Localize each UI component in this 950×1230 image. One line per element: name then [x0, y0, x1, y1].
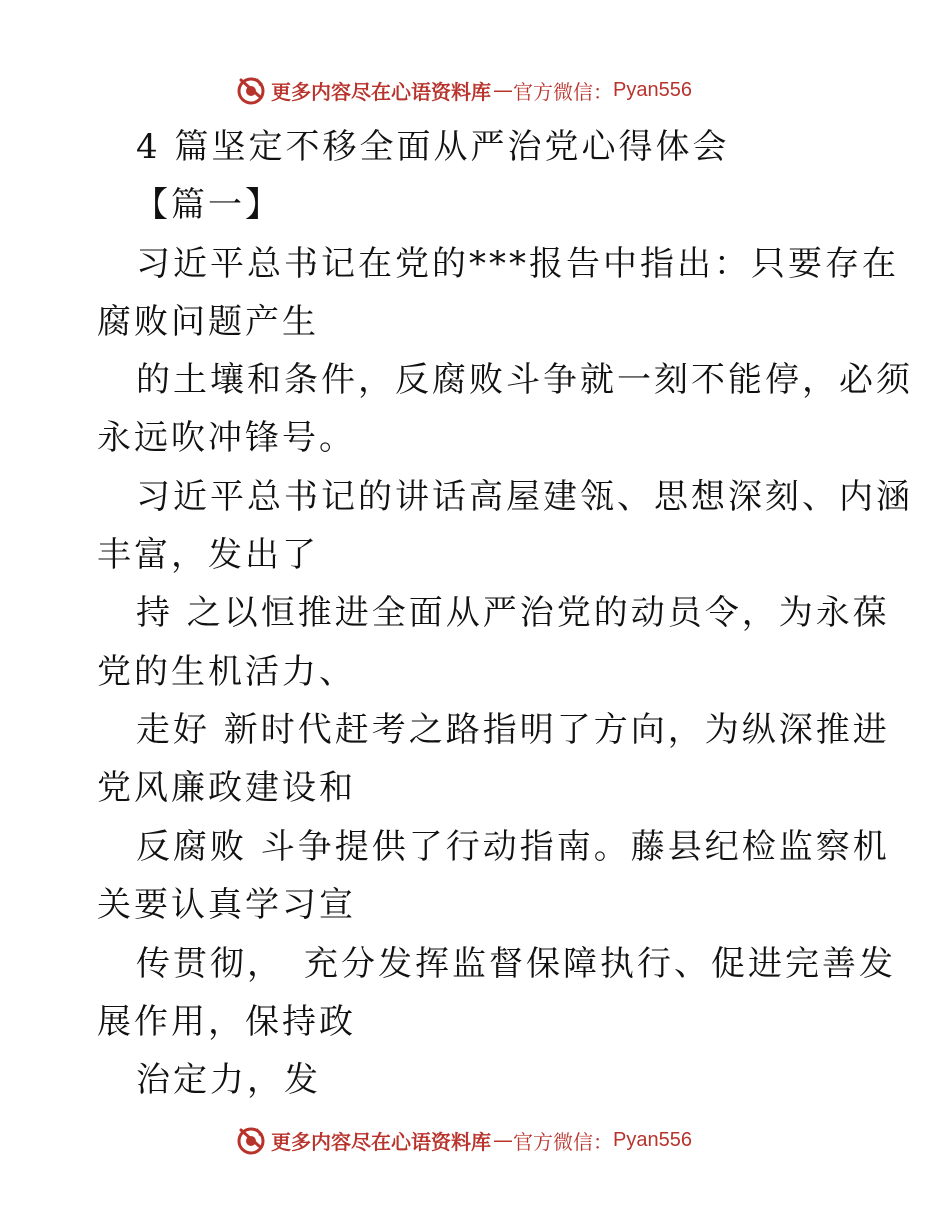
- watermark-footer: [235, 1122, 692, 1158]
- watermark-site-name: 更多内容尽在心语资料库: [271, 79, 491, 104]
- watermark-site-name: 更多内容尽在心语资料库: [271, 1129, 491, 1154]
- text-line: 丰富，发出了: [97, 535, 319, 575]
- watermark-header: [235, 72, 692, 108]
- text-line: 治定力，发: [136, 1060, 321, 1100]
- text-line: 的土壤和条件，反腐败斗争就一刻不能停，必须: [136, 360, 913, 400]
- text-line: 关要认真学习宣: [97, 885, 356, 925]
- watermark-wechat-id: Pyan556: [613, 1128, 692, 1151]
- text-line: 传贯彻， 充分发挥监督保障执行、促进完善发: [136, 944, 896, 984]
- watermark-dash: —: [493, 1128, 511, 1152]
- watermark-wechat-id: Pyan556: [613, 78, 692, 101]
- document-title: 4 篇坚定不移全面从严治党心得体会: [136, 127, 730, 167]
- watermark-official-label: 官方微信：: [513, 79, 613, 104]
- text-line: 党风廉政建设和: [97, 768, 356, 808]
- text-line: 腐败问题产生: [97, 302, 319, 342]
- brush-logo-icon: [235, 1124, 267, 1156]
- text-line: 走好 新时代赶考之路指明了方向，为纵深推进: [136, 710, 890, 750]
- watermark-dash: —: [493, 78, 511, 102]
- text-line: 持 之以恒推进全面从严治党的动员令，为永葆: [136, 593, 890, 633]
- brush-logo-icon: [235, 74, 267, 106]
- text-line: 永远吹冲锋号。: [97, 418, 356, 458]
- text-line: 展作用，保持政: [97, 1002, 356, 1042]
- section-heading: 【篇一】: [134, 185, 282, 225]
- watermark-official-label: 官方微信：: [513, 1129, 613, 1154]
- text-line: 习近平总书记在党的***报告中指出：只要存在: [136, 244, 899, 284]
- text-line: 反腐败 斗争提供了行动指南。藤县纪检监察机: [136, 827, 890, 867]
- text-line: 习近平总书记的讲话高屋建瓴、思想深刻、内涵: [136, 477, 913, 517]
- text-line: 党的生机活力、: [97, 652, 356, 692]
